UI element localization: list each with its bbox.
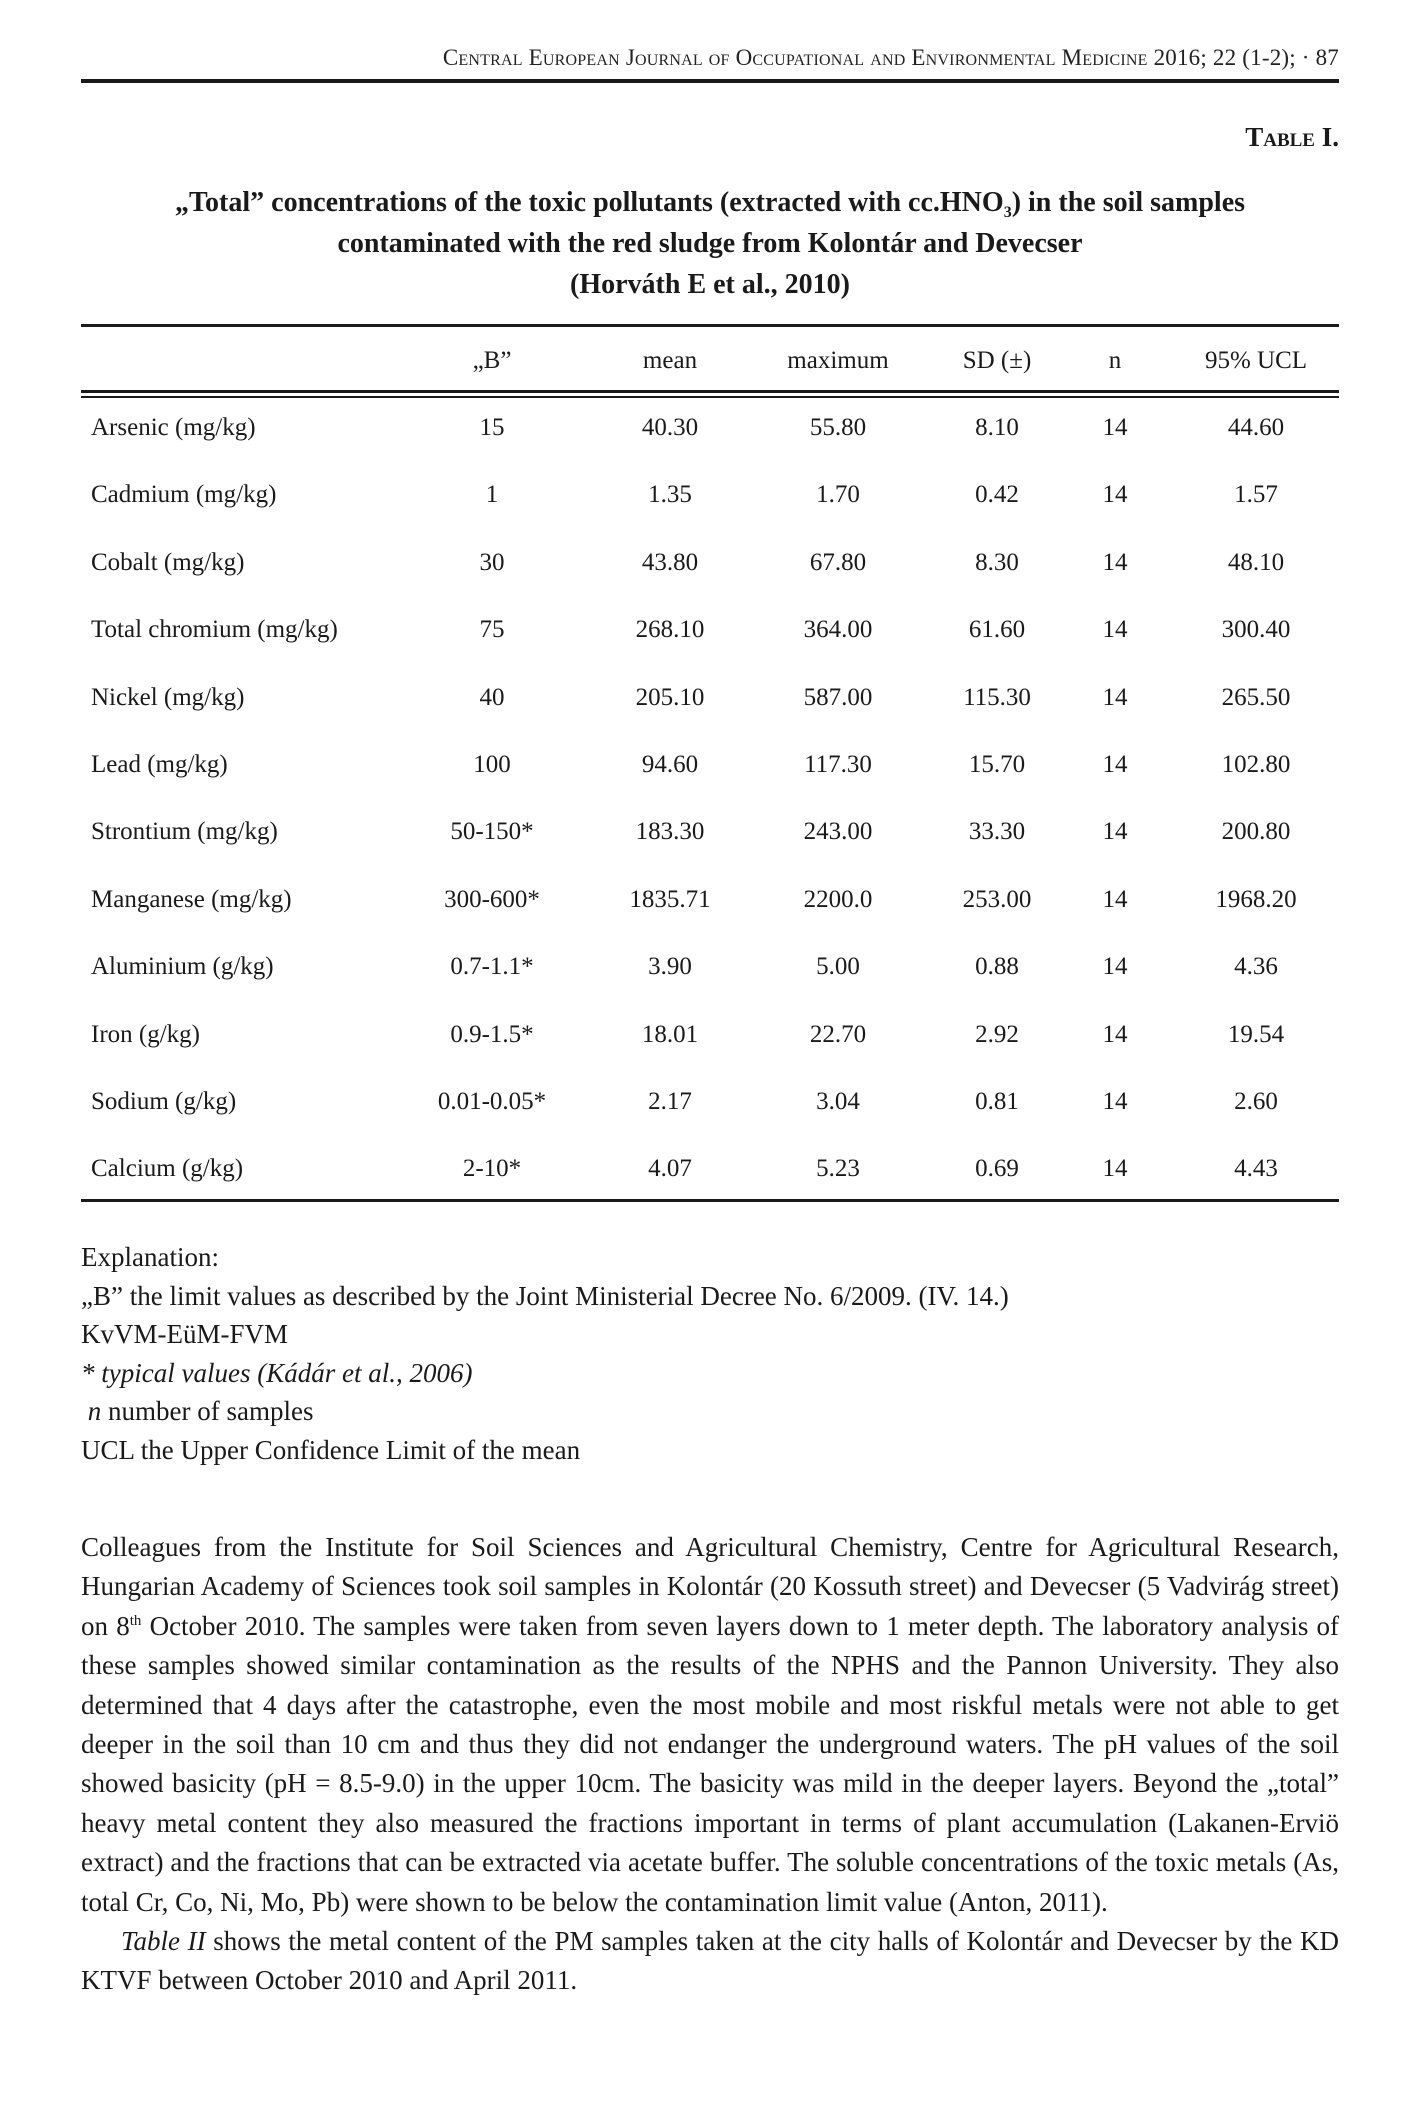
cell-n: 14	[1102, 1020, 1128, 1048]
cell-b-limit: 15	[479, 414, 505, 441]
cell-mean: 1.35	[648, 481, 692, 509]
row-label: Manganese (mg/kg)	[91, 885, 292, 913]
cell-ucl: 1.57	[1234, 481, 1278, 509]
cell-n: 14	[1102, 885, 1128, 913]
cell-maximum: 3.04	[816, 1088, 860, 1115]
table-bottom-rule	[81, 1199, 1339, 1202]
cell-mean: 3.90	[648, 953, 692, 981]
cell-n: 14	[1102, 751, 1128, 778]
running-head: Central European Journal of Occupational and Environmental Medicine 2016; 22 (1-2); · 87	[442, 45, 1339, 70]
cell-ucl: 2.60	[1234, 1088, 1278, 1115]
table-title-part1: „Total” concentrations of the toxic pollutants (extracted with cc.HNO	[174, 187, 1004, 218]
table-explanation	[81, 1238, 1339, 1469]
row-label: Calcium (g/kg)	[91, 1155, 244, 1183]
paragraph	[81, 1922, 1339, 2001]
row-label: Lead (mg/kg)	[91, 751, 228, 778]
cell-mean: 183.30	[635, 818, 705, 846]
cell-mean: 2.17	[648, 1088, 692, 1115]
cell-ucl: 1968.20	[1215, 885, 1297, 913]
paragraph-text: Colleagues from the Institute for Soil Sciences and Agricultural Chemistry, Centre for Agricultural Research, Hungarian Academy of Sciences took soil samples in Kolontár (20 Kossuth street) and Devecser (5 Vadvirág street) on 8	[81, 1532, 1339, 1641]
paragraph	[81, 1528, 1339, 1922]
cell-maximum: 1.70	[816, 481, 860, 509]
cell-ucl: 44.60	[1227, 414, 1285, 441]
table-row	[81, 408, 1339, 448]
column-header-n: n	[1108, 347, 1122, 374]
cell-n: 14	[1102, 616, 1128, 644]
cell-ucl: 102.80	[1221, 751, 1291, 778]
table-title-citation: (Horváth E et al., 2010)	[570, 269, 850, 300]
cell-sd: 15.70	[968, 751, 1026, 778]
cell-maximum: 55.80	[809, 414, 867, 441]
table-title-part2: ) in the soil samples contaminated with the red sludge from Kolontár and Devecser	[337, 187, 1246, 259]
cell-sd: 8.10	[975, 414, 1019, 441]
cell-maximum: 5.00	[816, 953, 860, 981]
column-header-maximum: maximum	[787, 347, 889, 374]
n-symbol: n	[87, 1396, 102, 1426]
cell-sd: 0.81	[975, 1088, 1019, 1115]
cell-maximum: 5.23	[816, 1155, 860, 1183]
explanation-n-definition	[81, 1392, 1339, 1431]
explanation-b-definition-cont: KvVM-EüM-FVM	[81, 1319, 289, 1349]
column-header-ucl: 95% UCL	[1204, 347, 1308, 374]
paragraph-text-cont: October 2010. The samples were taken from seven layers down to 1 meter depth. The laboratory analysis of these samples showed similar contamination as the results of the NPHS and the Pannon University. They also determined that 4 days after the catastrophe, even the most mobile and most riskful metals were not able to get deeper in the soil than 10 cm and thus they did not endanger the underground waters. The pH values of the soil showed basicity (pH = 8.5-9.0) in the upper 10cm. The basicity was mild in the deeper layers. Beyond the „total” heavy metal content they also measured the fractions important in terms of plant accumulation (Lakanen-Erviö extract) and the fractions that can be extracted via acetate buffer. The soluble concentrations of the toxic metals (As, total Cr, Co, Ni, Mo, Pb) were shown to be below the contamination limit value (Anton, 2011).	[81, 1610, 1340, 1917]
cell-sd: 0.88	[975, 953, 1019, 981]
cell-b-limit: 300-600*	[444, 885, 540, 913]
cell-sd: 253.00	[962, 885, 1032, 913]
table-row	[81, 880, 1339, 920]
cell-maximum: 117.30	[804, 751, 872, 778]
table-row	[81, 678, 1339, 718]
table-top-rule	[81, 324, 1339, 327]
table-row	[81, 475, 1339, 515]
explanation-b-definition: „B” the limit values as described by the Joint Ministerial Decree No. 6/2009. (IV. 14.)	[81, 1280, 1009, 1311]
cell-maximum: 22.70	[809, 1020, 867, 1048]
cell-n: 14	[1102, 683, 1128, 711]
row-label: Nickel (mg/kg)	[91, 683, 245, 711]
cell-sd: 0.69	[975, 1155, 1019, 1183]
cell-maximum: 2200.0	[803, 885, 873, 913]
row-label: Sodium (g/kg)	[91, 1088, 237, 1115]
row-label: Cobalt (mg/kg)	[91, 548, 245, 576]
paragraph-text: shows the metal content of the PM samples taken at the city halls of Kolontár and Devecser by the KD KTVF between October 2010 and April 2011.	[81, 1926, 1339, 1996]
cell-maximum: 243.00	[803, 818, 873, 846]
row-label: Total chromium (mg/kg)	[91, 616, 338, 644]
row-label: Iron (g/kg)	[91, 1020, 200, 1048]
cell-ucl: 300.40	[1221, 616, 1291, 644]
cell-n: 14	[1102, 414, 1128, 441]
row-label: Arsenic (mg/kg)	[91, 414, 256, 441]
column-header-b: „B”	[472, 347, 512, 374]
cell-n: 14	[1102, 481, 1128, 509]
cell-ucl: 19.54	[1227, 1020, 1285, 1048]
cell-b-limit: 0.01-0.05*	[437, 1088, 547, 1115]
cell-b-limit: 100	[473, 751, 511, 778]
table-row	[81, 1015, 1339, 1055]
column-header-sd: SD (±)	[962, 347, 1032, 374]
cell-n: 14	[1102, 1155, 1128, 1183]
cell-maximum: 364.00	[803, 616, 873, 644]
cell-b-limit: 50-150*	[450, 818, 534, 846]
cell-sd: 115.30	[963, 683, 1031, 711]
table-row	[81, 610, 1339, 650]
cell-b-limit: 75	[479, 616, 505, 644]
cell-mean: 205.10	[635, 683, 705, 711]
table-row	[81, 543, 1339, 583]
cell-ucl: 48.10	[1227, 548, 1285, 576]
body-text	[81, 1528, 1339, 2001]
cell-b-limit: 30	[479, 548, 505, 576]
cell-n: 14	[1102, 818, 1128, 846]
column-header-mean: mean	[642, 347, 698, 374]
cell-mean: 43.80	[641, 548, 699, 576]
table-row	[81, 812, 1339, 852]
explanation-ucl-definition: UCL the Upper Confidence Limit of the mean	[81, 1434, 581, 1465]
table-header-rule	[81, 390, 1339, 393]
cell-b-limit: 2-10*	[462, 1155, 522, 1183]
table-label: Table I.	[1245, 122, 1339, 152]
table-row	[81, 1149, 1339, 1189]
ordinal-suffix: th	[129, 1612, 142, 1629]
cell-maximum: 67.80	[809, 548, 867, 576]
cell-sd: 0.42	[975, 481, 1019, 509]
cell-n: 14	[1102, 1088, 1128, 1115]
table-row	[81, 1082, 1339, 1122]
n-text: number of samples	[101, 1396, 314, 1426]
row-label: Strontium (mg/kg)	[91, 818, 278, 846]
cell-mean: 94.60	[641, 751, 699, 778]
cell-sd: 8.30	[975, 548, 1019, 576]
table-header-row	[81, 341, 1339, 381]
cell-n: 14	[1102, 548, 1128, 576]
explanation-heading: Explanation:	[81, 1242, 219, 1272]
cell-ucl: 200.80	[1221, 818, 1291, 846]
cell-n: 14	[1102, 953, 1128, 981]
cell-mean: 18.01	[641, 1020, 699, 1048]
cell-mean: 268.10	[635, 616, 705, 644]
cell-sd: 33.30	[968, 818, 1026, 846]
cell-maximum: 587.00	[803, 683, 873, 711]
row-label: Cadmium (mg/kg)	[91, 481, 277, 509]
cell-ucl: 4.43	[1234, 1155, 1278, 1183]
cell-sd: 2.92	[975, 1020, 1019, 1048]
table-title-subscript: 3	[1003, 204, 1012, 221]
cell-ucl: 4.36	[1234, 953, 1278, 981]
table-title	[160, 182, 1260, 305]
cell-sd: 61.60	[968, 616, 1026, 644]
cell-b-limit: 40	[479, 683, 505, 711]
cell-ucl: 265.50	[1221, 683, 1291, 711]
cell-b-limit: 0.7-1.1*	[450, 953, 534, 981]
explanation-typical-values: * typical values (Kádár et al., 2006)	[81, 1357, 473, 1388]
header-rule	[81, 79, 1339, 83]
cell-b-limit: 1	[485, 481, 499, 509]
cell-mean: 4.07	[648, 1155, 692, 1183]
table-header-rule-secondary	[81, 396, 1339, 398]
cell-mean: 40.30	[641, 414, 699, 441]
table-row	[81, 947, 1339, 987]
cell-b-limit: 0.9-1.5*	[450, 1020, 534, 1048]
table-row	[81, 745, 1339, 785]
row-label: Aluminium (g/kg)	[91, 953, 274, 981]
table-reference: Table II	[121, 1926, 206, 1957]
cell-mean: 1835.71	[629, 885, 711, 913]
